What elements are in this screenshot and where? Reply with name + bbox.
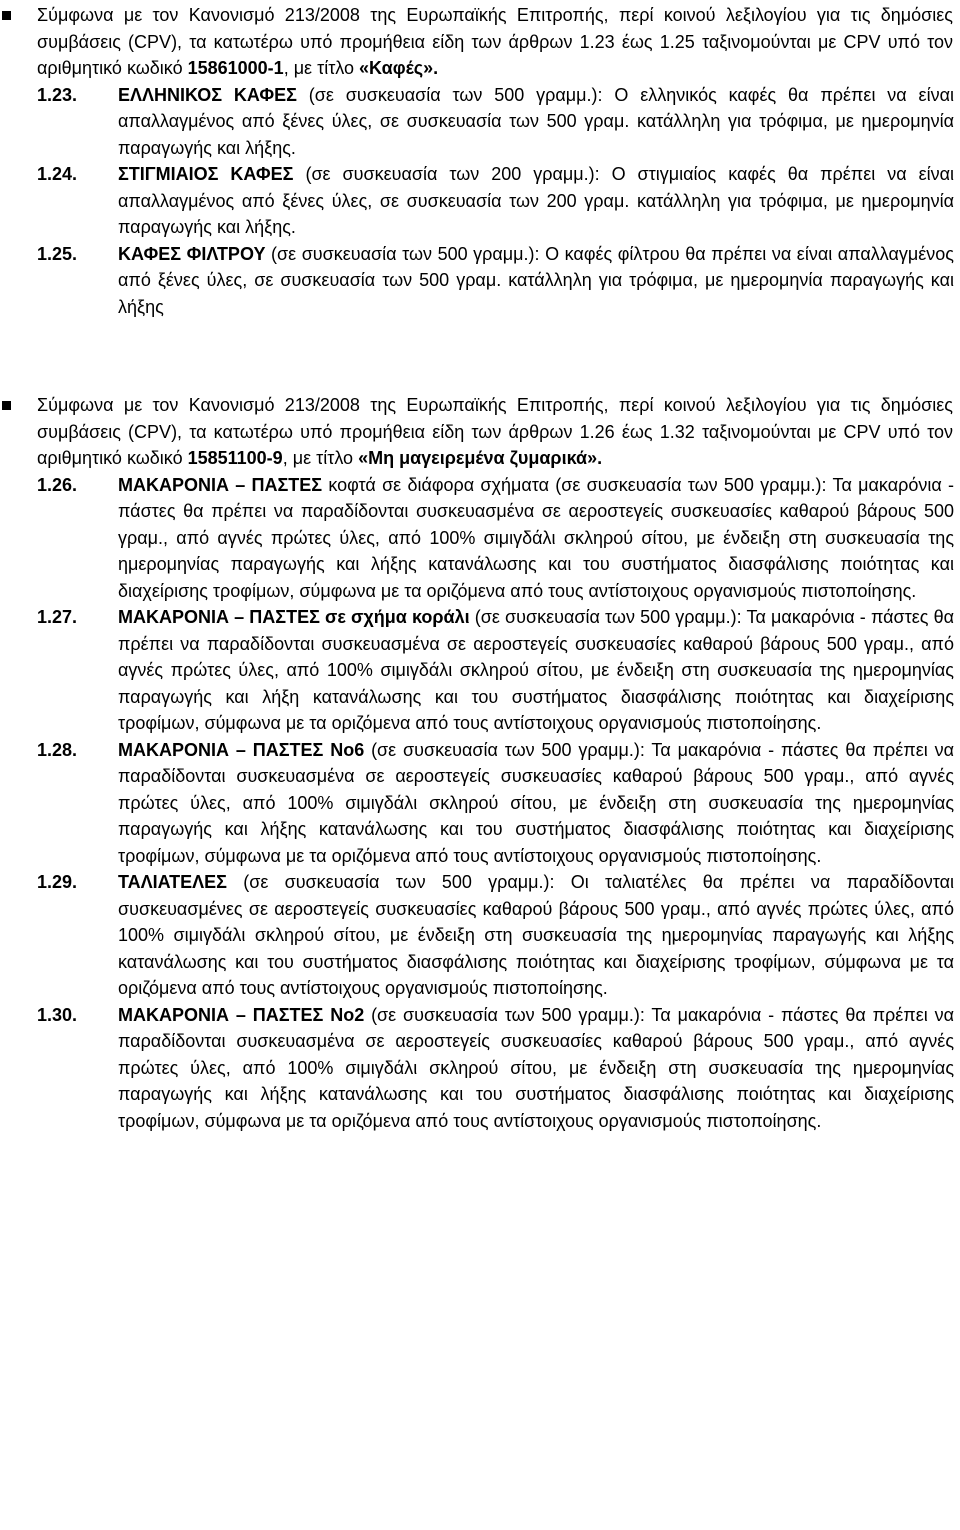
item-number: 1.29. — [37, 872, 78, 892]
item-body — [118, 161, 954, 241]
item-body — [118, 241, 954, 321]
intro-paragraph — [37, 392, 953, 472]
item-name: ΤΑΛΙΑΤΕΛΕΣ — [118, 872, 227, 892]
intro-paragraph — [37, 2, 953, 82]
intro-text: Σύμφωνα με τον Κανονισμό 213/2008 της Ευρωπαϊκής Επιτροπής, περί κοινού λεξιλογίου για τις δημόσιες συμβάσεις (CPV), τα κατωτέρω υπό προμήθεια είδη των άρθρων 1.23 έως 1.25 ταξινομούνται με CPV υπό τον αριθμητικό κωδικό — [37, 5, 953, 78]
item-name: ΚΑΦΕΣ ΦΙΛΤΡΟΥ — [118, 243, 266, 264]
item-number: 1.30. — [37, 1004, 78, 1025]
intro-text-mid: , με τίτλο — [283, 58, 360, 78]
list-item — [0, 737, 960, 870]
item-body — [118, 82, 954, 162]
item-text: (σε συσκευασία των 500 γραμμ.): Τα μακαρόνια - πάστες θα πρέπει να παραδίδονται συσκευασμένα σε αεροστεγείς συσκευασίες καθαρού βάρους 500 γραμ., από αγνές πρώτες ύλες, από 100% σιμιγδάλι σκληρού σίτου, με ένδειξη στη συσκευασία της ημερομηνίας παραγωγής και λήξης κατανάλωσης και του συστήματος διασφάλισης ποιότητας και διαχείρισης τροφίμων, σύμφωνα με τα οριζόμενα από τους αντίστοιχους οργανισμούς πιστοποίησης. — [118, 1004, 954, 1131]
item-name: ΜΑΚΑΡΟΝΙΑ – ΠΑΣΤΕΣ Νο6 — [118, 739, 365, 760]
list-item — [0, 241, 960, 321]
list-item — [0, 869, 960, 1002]
list-item — [0, 1002, 960, 1135]
list-item — [0, 161, 960, 241]
item-text: (σε συσκευασία των 200 γραμμ.): Ο στιγμιαίος καφές θα πρέπει να είναι απαλλαγμένος από ξένες ύλες, σε συσκευασία των 200 γραμ. κατάλληλη για τρόφιμα, με ημερομηνία παραγωγής και λήξης. — [118, 164, 954, 237]
cpv-title: «Μη μαγειρεμένα ζυμαρικά». — [358, 448, 603, 468]
item-body — [118, 737, 954, 870]
item-number: 1.26. — [37, 474, 78, 495]
intro-text: Σύμφωνα με τον Κανονισμό 213/2008 της Ευρωπαϊκής Επιτροπής, περί κοινού λεξιλογίου για τις δημόσιες συμβάσεις (CPV), τα κατωτέρω υπό προμήθεια είδη των άρθρων 1.26 έως 1.32 ταξινομούνται με CPV υπό τον αριθμητικό κωδικό — [37, 395, 953, 468]
bullet-icon — [2, 11, 11, 20]
item-body — [118, 1002, 954, 1135]
section-pasta — [0, 392, 960, 1134]
item-number: 1.24. — [37, 164, 78, 184]
item-text: (σε συσκευασία των 500 γραμμ.): Τα μακαρόνια - πάστες θα πρέπει να παραδίδονται συσκευασμένα σε αεροστεγείς συσκευασίες καθαρού βάρους 500 γραμ., από αγνές πρώτες ύλες, από 100% σιμιγδάλι σκληρού σίτου, με ένδειξη στη συσκευασία της ημερομηνίας παραγωγής και λήξη κατανάλωσης και του συστήματος διασφάλισης ποιότητας και διαχείρισης τροφίμων, σύμφωνα με τα οριζόμενα από τους αντίστοιχους οργανισμούς πιστοποίησης. — [118, 607, 955, 733]
item-number: 1.23. — [37, 84, 78, 105]
cpv-title: «Καφές». — [359, 58, 439, 78]
list-item — [0, 472, 960, 605]
item-name: ΜΑΚΑΡΟΝΙΑ – ΠΑΣΤΕΣ σε σχήμα κοράλι — [118, 607, 470, 627]
item-name: ΜΑΚΑΡΟΝΙΑ – ΠΑΣΤΕΣ Νο2 — [118, 1004, 365, 1025]
list-item — [0, 604, 960, 737]
item-name: ΜΑΚΑΡΟΝΙΑ – ΠΑΣΤΕΣ — [118, 474, 323, 495]
cpv-code: 15861000-1 — [187, 58, 284, 78]
item-number: 1.27. — [37, 607, 78, 627]
item-name: ΣΤΙΓΜΙΑΙΟΣ ΚΑΦΕΣ — [118, 164, 294, 184]
intro-text-mid: , με τίτλο — [282, 448, 359, 468]
cpv-code: 15851100-9 — [187, 448, 283, 468]
section-coffee — [0, 2, 960, 320]
item-number: 1.25. — [37, 243, 78, 264]
item-body — [118, 472, 954, 605]
item-name: ΕΛΛΗΝΙΚΟΣ ΚΑΦΕΣ — [118, 84, 297, 105]
item-body — [118, 604, 954, 737]
item-number: 1.28. — [37, 739, 78, 760]
item-text: (σε συσκευασία των 500 γραμμ.): Τα μακαρόνια - πάστες θα πρέπει να παραδίδονται συσκευασμένα σε αεροστεγείς συσκευασίες καθαρού βάρους 500 γραμ., από αγνές πρώτες ύλες, από 100% σιμιγδάλι σκληρού σίτου, με ένδειξη στη συσκευασία της ημερομηνίας παραγωγής και λήξης κατανάλωσης και του συστήματος διασφάλισης ποιότητας και διαχείρισης τροφίμων, σύμφωνα με τα οριζόμενα από τους αντίστοιχους οργανισμούς πιστοποίησης. — [118, 739, 954, 866]
item-text: (σε συσκευασία των 500 γραμμ.): Ο καφές φίλτρου θα πρέπει να είναι απαλλαγμένος από ξένες ύλες, σε συσκευασία των 500 γραμ. κατάλληλη για τρόφιμα, με ημερομηνία παραγωγής και λήξης — [118, 243, 954, 317]
bullet-icon — [2, 401, 11, 410]
item-text: κοφτά σε διάφορα σχήματα (σε συσκευασία των 500 γραμμ.): Τα μακαρόνια - πάστες θα πρέπει να παραδίδονται συσκευασμένα σε αεροστεγείς συσκευασίες καθαρού βάρους 500 γραμ., από αγνές πρώτες ύλες, από 100% σιμιγδάλι σκληρού σίτου, με ένδειξη στη συσκευασία της ημερομηνίας παραγωγής και λήξης κατανάλωσης και του συστήματος διασφάλισης ποιότητας και διαχείρισης τροφίμων, σύμφωνα με τα οριζόμενα από τους αντίστοιχους οργανισμούς πιστοποίησης. — [118, 474, 954, 601]
item-body — [118, 869, 954, 1002]
item-text: (σε συσκευασία των 500 γραμμ.): Οι ταλιατέλες θα πρέπει να παραδίδονται συσκευασμένες σε αεροστεγείς συσκευασίες καθαρού βάρους 500 γραμ., από αγνές πρώτες ύλες, από 100% σιμιγδάλι σκληρού σίτου, με ένδειξη στη συσκευασία της ημερομηνίας παραγωγής και λήξης κατανάλωσης και του συστήματος διασφάλισης ποιότητας και διαχείρισης τροφίμων, σύμφωνα με τα οριζόμενα από τους αντίστοιχους οργανισμούς πιστοποίησης. — [118, 872, 954, 998]
list-item — [0, 82, 960, 162]
item-text: (σε συσκευασία των 500 γραμμ.): Ο ελληνικός καφές θα πρέπει να είναι απαλλαγμένος από ξένες ύλες, σε συσκευασία των 500 γραμ. κατάλληλη για τρόφιμα, με ημερομηνία παραγωγής και λήξης. — [118, 84, 954, 158]
